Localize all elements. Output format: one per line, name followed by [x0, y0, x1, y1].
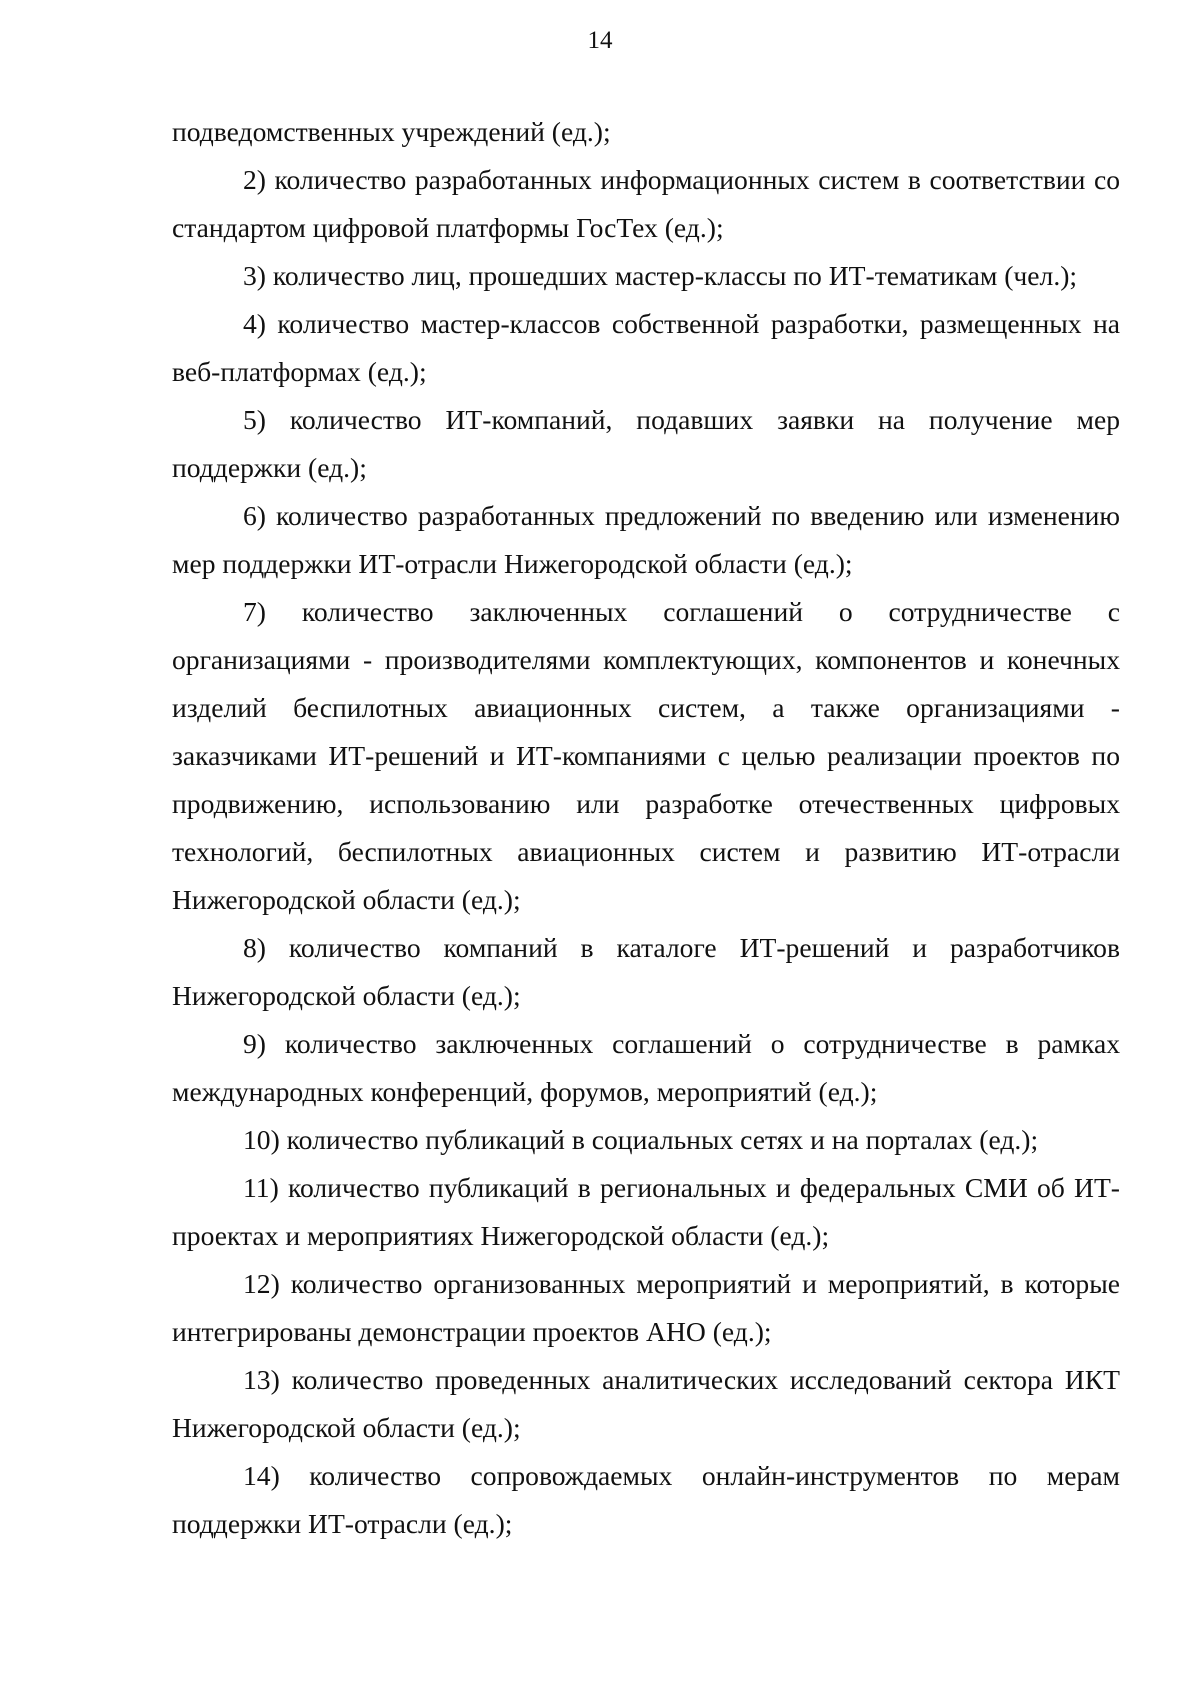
- paragraph-continuation: подведомственных учреждений (ед.);: [172, 116, 611, 147]
- list-item-7: 7) количество заключенных соглашений о сотрудничестве с организациями - производителями комплектующих, компонентов и конечных изделий беспилотных авиационных систем, а также организациями - заказчиками ИТ-решений и ИТ-компаниями с целью реализации проектов по продвижению, использованию или разработке отечественных цифровых технологий, беспилотных авиационных систем и развитию ИТ-отрасли Нижегородской области (ед.);: [172, 596, 1120, 915]
- list-item-11: 11) количество публикаций в региональных и федеральных СМИ об ИТ-проектах и мероприятиях Нижегородской области (ед.);: [172, 1172, 1120, 1251]
- list-item-6: 6) количество разработанных предложений по введению или изменению мер поддержки ИТ-отрасли Нижегородской области (ед.);: [172, 500, 1120, 579]
- list-item-2: 2) количество разработанных информационных систем в соответствии со стандартом цифровой платформы ГосТех (ед.);: [172, 164, 1120, 243]
- list-item-9: 9) количество заключенных соглашений о сотрудничестве в рамках международных конференций, форумов, мероприятий (ед.);: [172, 1028, 1120, 1107]
- list-item-10: 10) количество публикаций в социальных сетях и на порталах (ед.);: [243, 1124, 1039, 1155]
- list-item-3: 3) количество лиц, прошедших мастер-классы по ИТ-тематикам (чел.);: [243, 260, 1078, 291]
- list-item-13: 13) количество проведенных аналитических исследований сектора ИКТ Нижегородской области (ед.);: [172, 1364, 1120, 1443]
- document-body: [172, 108, 1120, 1548]
- list-item-5: 5) количество ИТ-компаний, подавших заявки на получение мер поддержки (ед.);: [172, 404, 1120, 483]
- list-item-14: 14) количество сопровождаемых онлайн-инструментов по мерам поддержки ИТ-отрасли (ед.);: [172, 1460, 1120, 1539]
- list-item-8: 8) количество компаний в каталоге ИТ-решений и разработчиков Нижегородской области (ед.);: [172, 932, 1120, 1011]
- list-item-4: 4) количество мастер-классов собственной разработки, размещенных на веб-платформах (ед.);: [172, 308, 1120, 387]
- list-item-12: 12) количество организованных мероприятий и мероприятий, в которые интегрированы демонстрации проектов АНО (ед.);: [172, 1268, 1120, 1347]
- page-number: 14: [587, 27, 613, 54]
